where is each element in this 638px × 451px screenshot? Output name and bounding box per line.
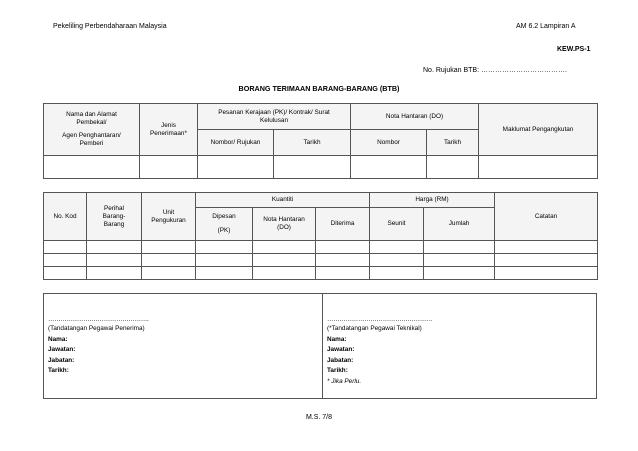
item-cell[interactable] [87, 267, 142, 280]
order-ref-header: Nombor/ Rujukan [198, 130, 274, 156]
receipt-type-header: Jenis Penerimaan* [140, 104, 198, 156]
item-cell[interactable] [44, 241, 87, 254]
do-date-header: Tarikh [427, 130, 479, 156]
department-label: Jabatan: [48, 356, 75, 364]
footnote: * Jika Perlu. [327, 377, 362, 385]
item-cell[interactable] [370, 254, 424, 267]
item-cell[interactable] [424, 241, 495, 254]
table-row [44, 254, 598, 267]
transport-info-cell[interactable] [479, 156, 598, 179]
total-header: Jumlah [424, 208, 495, 241]
ordered-header: Dipesan (PK) [196, 208, 253, 241]
item-cell[interactable] [316, 267, 370, 280]
remarks-header: Catatan [495, 193, 598, 241]
item-cell[interactable] [370, 241, 424, 254]
page-number: M.S. 7/8 [305, 414, 333, 421]
transport-info-header: Maklumat Pengangkutan [479, 104, 598, 156]
received-header: Diterima [316, 208, 370, 241]
date-label: Tarikh: [48, 367, 69, 375]
circular-title: Pekeliling Perbendaharaan Malaysia [53, 23, 167, 30]
item-cell[interactable] [495, 254, 598, 267]
supplier-table [43, 103, 598, 179]
items-table [43, 192, 598, 280]
item-cell[interactable] [44, 254, 87, 267]
supplier-header: Nama dan Alamat Pembekal/ Agen Penghantaran/ Pemberi [44, 104, 140, 156]
signature-line[interactable]: …………………………………………. [48, 316, 149, 323]
signature-divider [322, 294, 323, 398]
form-code: KEW.PS-1 [557, 46, 591, 53]
item-cell[interactable] [196, 267, 253, 280]
item-cell[interactable] [196, 241, 253, 254]
name-label: Nama: [327, 335, 347, 343]
name-label: Nama: [48, 335, 68, 343]
price-header: Harga (RM) [370, 193, 495, 208]
item-cell[interactable] [253, 241, 316, 254]
date-label: Tarikh: [327, 367, 348, 375]
item-cell[interactable] [142, 254, 196, 267]
technical-officer-section [327, 294, 593, 398]
unit-header: Unit Pengukuran [142, 193, 196, 241]
item-cell[interactable] [196, 254, 253, 267]
order-ref-cell[interactable] [198, 156, 274, 179]
supplier-cell[interactable] [44, 156, 140, 179]
item-cell[interactable] [495, 267, 598, 280]
item-cell[interactable] [44, 267, 87, 280]
signature-box [43, 293, 597, 399]
item-cell[interactable] [495, 241, 598, 254]
item-cell[interactable] [142, 267, 196, 280]
order-header: Pesanan Kerajaan (PK)/ Kontrak/ Surat Kelulusan [198, 104, 351, 130]
order-date-header: Tarikh [274, 130, 351, 156]
position-label: Jawatan: [48, 346, 76, 354]
table-row [44, 156, 598, 179]
item-cell[interactable] [424, 267, 495, 280]
item-cell[interactable] [370, 267, 424, 280]
table-row [44, 241, 598, 254]
table-row [44, 267, 598, 280]
quantity-header: Kuantiti [196, 193, 370, 208]
item-cell[interactable] [316, 241, 370, 254]
department-label: Jabatan: [327, 356, 354, 364]
code-header: No. Kod [44, 193, 87, 241]
do-number-header: Nombor [351, 130, 427, 156]
do-date-cell[interactable] [427, 156, 479, 179]
item-cell[interactable] [87, 254, 142, 267]
do-qty-header: Nota Hantaran (DO) [253, 208, 316, 241]
unit-price-header: Seunit [370, 208, 424, 241]
position-label: Jawatan: [327, 346, 355, 354]
item-cell[interactable] [142, 241, 196, 254]
item-cell[interactable] [253, 254, 316, 267]
order-date-cell[interactable] [274, 156, 351, 179]
page-title: BORANG TERIMAAN BARANG-BARANG (BTB) [238, 84, 400, 93]
appendix-ref: AM 6.2 Lampiran A [516, 23, 576, 30]
technical-officer-signature-label: (*Tandatangan Pegawai Teknikal) [327, 325, 422, 332]
item-cell[interactable] [316, 254, 370, 267]
do-number-cell[interactable] [351, 156, 427, 179]
item-cell[interactable] [424, 254, 495, 267]
btb-reference: No. Rujukan BTB: ………………………………. [423, 67, 567, 74]
item-cell[interactable] [87, 241, 142, 254]
signature-line[interactable]: …………………………………………… [327, 316, 433, 323]
receipt-type-cell[interactable] [140, 156, 198, 179]
item-cell[interactable] [253, 267, 316, 280]
description-header: Perihal Barang- Barang [87, 193, 142, 241]
receiving-officer-section [48, 294, 318, 398]
receiving-officer-signature-label: (Tandatangan Pegawai Penerima) [48, 325, 145, 332]
do-header: Nota Hantaran (DO) [351, 104, 479, 130]
